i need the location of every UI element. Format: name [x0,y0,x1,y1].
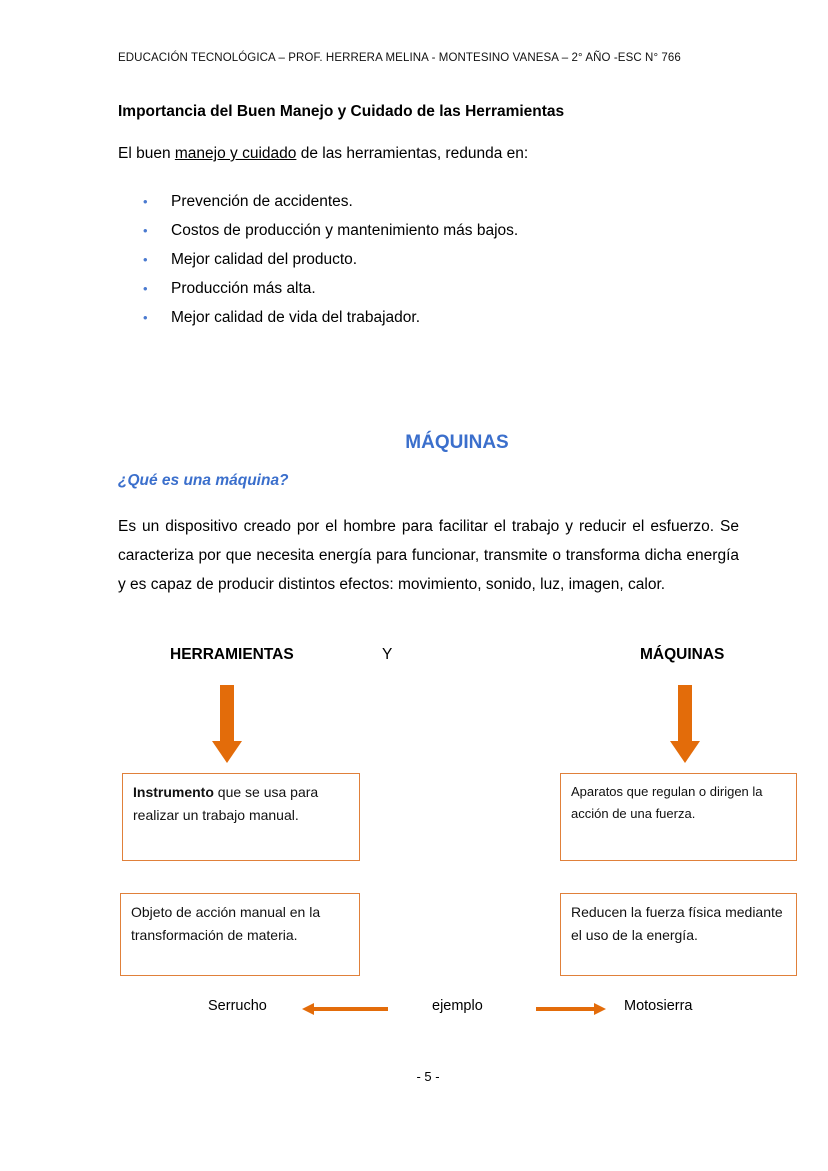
bullet-icon: • [143,281,148,296]
list-item [140,211,518,240]
bullet-icon: • [143,194,148,209]
description-text: Reducen la fuerza física mediante el uso de la energía. [571,904,783,943]
definition-bold-term: Instrumento [133,784,214,800]
definition-paragraph: Es un dispositivo creado por el hombre para facilitar el trabajo y reducir el esfuerzo. Se caracteriza por que necesita energía para funcionar, transmite o transforma dicha energía y es capaz de producir distintos efectos: movimiento, sonido, luz, imagen, calor. [118,518,739,593]
list-item-text: Producción más alta. [171,280,316,297]
list-item [140,298,518,327]
list-item-text: Mejor calidad del producto. [171,251,358,268]
page-header: EDUCACIÓN TECNOLÓGICA – PROF. HERRERA MELINA - MONTESINO VANESA – 2° AÑO -ESC N° 766 [118,52,681,64]
right-arrow-icon [536,1002,606,1016]
connector-letter: Y [382,646,393,663]
maquina-description-box [560,893,797,976]
example-serrucho: Serrucho [208,998,267,1014]
intro-underlined-text: manejo y cuidado [174,145,297,162]
intro-sentence [118,145,528,163]
description-text: Objeto de acción manual en la transformación de materia. [131,904,321,943]
list-item [140,182,518,211]
page-number: - 5 - [416,1069,440,1084]
example-label: ejemplo [432,998,483,1014]
list-item-text: Mejor calidad de vida del trabajador. [171,309,421,326]
definition-text: que se usa para realizar un trabajo manual. [133,784,319,823]
left-arrow-icon [302,1002,388,1016]
bullet-icon: • [143,252,148,267]
herramientas-heading: HERRAMIENTAS [170,646,294,663]
list-item-text: Costos de producción y mantenimiento más bajos. [171,222,519,239]
maquinas-heading: MÁQUINAS [640,646,725,663]
down-arrow-left-icon [210,685,244,765]
maquina-definition-box [560,773,797,861]
benefits-list [140,182,518,327]
down-arrow-right-icon [668,685,702,765]
definition-text: Aparatos que regulan o dirigen la acción de una fuerza. [571,784,763,821]
bullet-icon: • [143,310,148,325]
section-heading: Importancia del Buen Manejo y Cuidado de las Herramientas [118,103,565,120]
list-item-text: Prevención de accidentes. [171,193,353,210]
intro-text-after: de las herramientas, redunda en: [296,145,529,162]
bullet-icon: • [143,223,148,238]
herramienta-definition-box [122,773,360,861]
example-motosierra: Motosierra [624,998,693,1014]
herramienta-description-box [120,893,360,976]
section-question: ¿Qué es una máquina? [118,472,289,489]
intro-text-before: El buen [118,145,175,162]
section-title: MÁQUINAS [405,432,509,453]
